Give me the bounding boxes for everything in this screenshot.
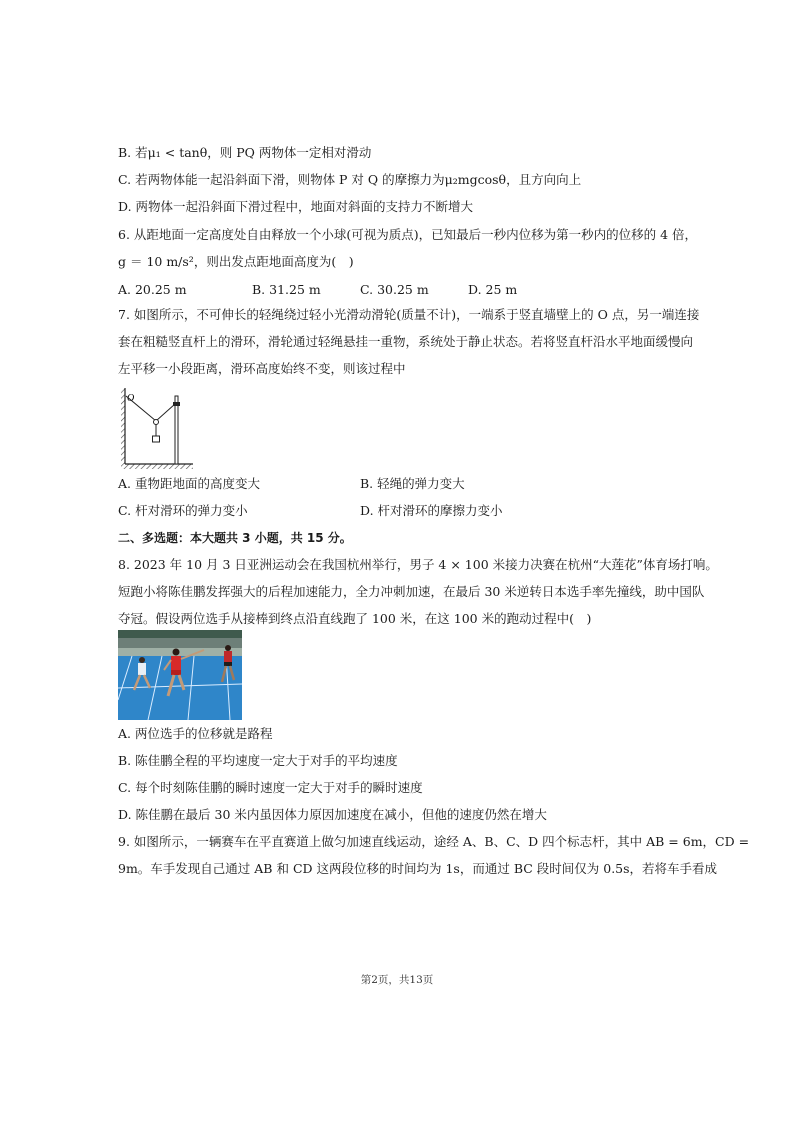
q5-option-c: C. 若两物体能一起沿斜面下滑，则物体 P 对 Q 的摩擦力为μ₂mgcosθ，且方向向上: [118, 172, 582, 187]
q8-sprint-photo: [118, 630, 242, 720]
q8-option-c: C. 每个时刻陈佳鹏的瞬时速度一定大于对手的瞬时速度: [118, 780, 423, 795]
q8-stem-line1: 8. 2023 年 10 月 3 日亚洲运动会在我国杭州举行，男子 4 × 100 米接力决赛在杭州“大莲花”体育场打响。: [118, 557, 718, 572]
q7-stem-line1: 7. 如图所示，不可伸长的轻绳绕过轻小光滑动滑轮(质量不计)，一端系于竖直墙壁上的 O 点，另一端连接: [118, 307, 700, 322]
q6-stem-line2: g ＝ 10 m/s²，则出发点距地面高度为( ): [118, 254, 354, 269]
section-heading-multiple-choice: 二、多选题：本大题共 3 小题，共 15 分。: [118, 531, 352, 545]
q9-stem-line2: 9m。车手发现自己通过 AB 和 CD 这两段位移的时间均为 1s，而通过 BC 段时间仅为 0.5s，若将车手看成: [118, 861, 718, 876]
point-o-label: O: [127, 393, 135, 404]
vertical-rod: [175, 396, 178, 464]
q6-option-d: D. 25 m: [468, 282, 518, 297]
q8-option-b: B. 陈佳鹏全程的平均速度一定大于对手的平均速度: [118, 753, 398, 768]
q7-option-a: A. 重物距地面的高度变大: [118, 476, 260, 491]
slide-ring: [173, 402, 180, 406]
q7-pulley-diagram: [118, 384, 196, 470]
q6-stem-line1: 6. 从距地面一定高度处自由释放一个小球(可视为质点)，已知最后一秒内位移为第一秒内的位移的 4 倍，: [118, 227, 698, 242]
q7-option-c: C. 杆对滑环的弹力变小: [118, 503, 248, 518]
q6-option-a: A. 20.25 m: [118, 282, 187, 297]
q6-option-b: B. 31.25 m: [252, 282, 321, 297]
q5-option-b: B. 若μ₁ < tanθ，则 PQ 两物体一定相对滑动: [118, 145, 372, 160]
q8-option-d: D. 陈佳鹏在最后 30 米内虽因体力原因加速度在减小，但他的速度仍然在增大: [118, 807, 547, 822]
weight: [153, 436, 160, 442]
q7-option-d: D. 杆对滑环的摩擦力变小: [360, 503, 503, 518]
q7-stem-line3: 左平移一小段距离，滑环高度始终不变，则该过程中: [118, 361, 406, 376]
q8-option-a: A. 两位选手的位移就是路程: [118, 726, 273, 741]
page-number-footer: 第2页，共13页: [360, 974, 434, 986]
ground-hatching: [121, 464, 193, 469]
q8-stem-line3: 夺冠。假设两位选手从接棒到终点沿直线跑了 100 米，在这 100 米的跑动过程中( ): [118, 611, 592, 626]
q6-option-c: C. 30.25 m: [360, 282, 429, 297]
q5-option-d: D. 两物体一起沿斜面下滑过程中，地面对斜面的支持力不断增大: [118, 199, 474, 214]
q7-option-b: B. 轻绳的弹力变大: [360, 476, 465, 491]
q9-stem-line1: 9. 如图所示，一辆赛车在平直赛道上做匀加速直线运动，途经 A、B、C、D 四个标志杆，其中 AB = 6m，CD =: [118, 834, 750, 849]
q7-stem-line2: 套在粗糙竖直杆上的滑环，滑轮通过轻绳悬挂一重物，系统处于静止状态。若将竖直杆沿水平地面缓慢向: [118, 334, 694, 349]
pulley: [154, 420, 159, 425]
q8-stem-line2: 短跑小将陈佳鹏发挥强大的后程加速能力，全力冲刺加速，在最后 30 米逆转日本选手率先撞线，助中国队: [118, 584, 705, 599]
